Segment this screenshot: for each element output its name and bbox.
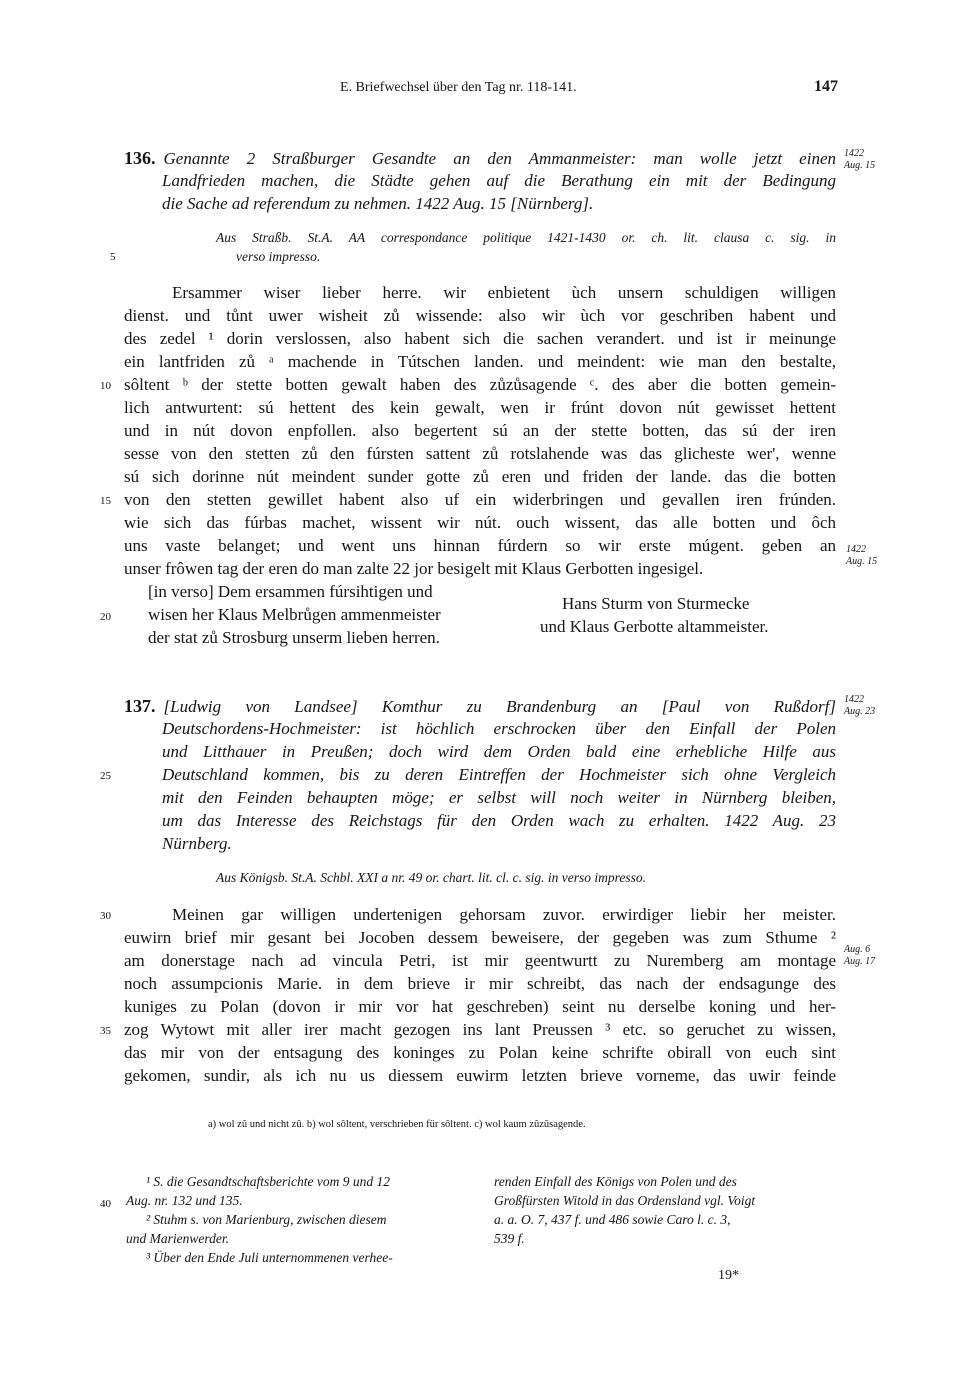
footnote-left-line-1: ¹ S. die Gesandtschaftsberichte vom 9 und 12 [146,1174,391,1189]
doc136-signature-line-1: Hans Sturm von Sturmecke [562,594,750,613]
doc137-body-line-8: gekomen, sundir, als ich nu us diessem euwirm letzten brieve vorneme, das uwir feinde [124,1066,836,1085]
doc137-body-date-margin: Aug. 6 Aug. 17 [844,944,876,967]
doc137-regest-line-3: und Litthauer in Preußen; doch wird dem Orden bald eine erhebliche Hilfe aus [162,742,836,761]
doc136-number: 136. [124,148,156,168]
doc137-body-line-5: kuniges zu Polan (dovon ir mir vor hat geschreben) seint nu derselbe koning und her- [124,997,836,1016]
doc136-body-line-8: sesse von den stetten zů den fúrsten sattent zů rotslahende was das glicheste wer', wenne [124,444,836,463]
doc136-body-date-margin: 1422 Aug. 15 [846,544,878,567]
footnote-left-line-5: ³ Über den Ende Juli unternommenen verhee- [146,1250,393,1265]
line-number: 10 [100,380,111,392]
line-number: 15 [100,495,111,507]
line-number: 40 [100,1198,111,1210]
doc137-regest-line-1: 137. [Ludwig von Landsee] Komthur zu Brandenburg an [Paul von Rußdorf] [124,696,836,716]
page-number: 147 [814,78,838,95]
doc136-regest-line-2: Landfrieden machen, die Städte gehen auf die Berathung ein mit der Bedingung [162,171,836,190]
doc137-body-line-6: zog Wytowt mit aller irer macht gezogen ins lant Preussen ³ etc. so geruchet zu wissen, [124,1020,836,1039]
sheet-signature-mark: 19* [718,1268,739,1283]
footnote-right-line-4: 539 f. [494,1231,525,1246]
doc136-body-line-1: Ersammer wiser lieber herre. wir enbietent ùch unsern schuldigen willigen [172,283,836,302]
doc137-source: Aus Königsb. St.A. Schbl. XXI a nr. 49 or. chart. lit. cl. c. sig. in verso impresso. [216,870,646,885]
doc137-number: 137. [124,696,156,716]
doc136-body-line-4: ein lantfriden zů ᵃ machende in Tútschen landen. und meindent: wie man den bestalte, [124,352,836,371]
doc137-body-line-1: Meinen gar willigen undertenigen gehorsam zuvor. erwirdiger liebir her meister. [172,905,836,924]
line-number: 20 [100,611,111,623]
footnote-right-line-1: renden Einfall des Königs von Polen und des [494,1174,737,1189]
footnote-left-line-3: ² Stuhm s. von Marienburg, zwischen diesem [146,1212,387,1227]
critical-apparatus: a) wol zû und nicht zû. b) wol sôltent, verschrieben für sôltent. c) wol kaum zûzûsagende. [208,1119,586,1130]
footnote-right-line-2: Großfürsten Witold in das Ordensland vgl. Voigt [494,1193,756,1208]
doc137-body-line-2: euwirn brief mir gesant bei Jocoben dessem beweisere, der gegeben was zum Sthume ² [124,928,836,947]
doc137-body-line-7: das mir von der entsagung des koninges zu Polan keine schrifte obirall von euch sint [124,1043,836,1062]
doc137-regest-line-4: Deutschland kommen, bis zu deren Eintreffen der Hochmeister sich ohne Vergleich [162,765,836,784]
doc136-body-line-10: von den stetten gewillet habent also uf ein widerbringen und gevallen iren frúnden. [124,490,836,509]
doc137-body-line-4: noch assumpcionis Marie. in dem brieve ir mir schreibt, das nach der endsagunge des [124,974,836,993]
doc137-regest-line-6: um das Interesse des Reichstags für den Orden wach zu erhalten. 1422 Aug. 23 [162,811,836,830]
doc136-body-line-5: sôltent ᵇ der stette botten gewalt haben des zůzůsagende ᶜ. des aber die botten gemein- [124,375,836,394]
doc136-body-line-9: sú sich dorinne nút meindent sunder gotte zů eren und friden der lande. das die botten [124,467,836,486]
doc137-regest-line-7: Nürnberg. [162,834,232,853]
line-number: 25 [100,770,111,782]
line-number: 30 [100,910,111,922]
doc137-date-margin: 1422 Aug. 23 [844,694,876,717]
doc136-date-margin: 1422 Aug. 15 [844,148,876,171]
line-number: 5 [110,251,116,263]
doc136-source-line-2: verso impresso. [236,249,321,264]
line-number: 35 [100,1025,111,1037]
footnote-right-line-3: a. a. O. 7, 437 f. und 486 sowie Caro l. c. 3, [494,1212,731,1227]
doc136-regest-line-1: 136. Genannte 2 Straßburger Gesandte an den Ammanmeister: man wolle jetzt einen [124,148,836,168]
doc136-body-line-3: des zedel ¹ dorin verslossen, also habent sich die sachen verandert. und ist ir meinunge [124,329,836,348]
running-title: E. Briefwechsel über den Tag nr. 118-141. [340,80,577,95]
doc137-regest-line-5: mit den Feinden behaupten möge; er selbst will noch weiter in Nürnberg bleiben, [162,788,836,807]
doc136-address-line-1: [in verso] Dem ersammen fúrsihtigen und [148,582,433,601]
doc136-signature-line-2: und Klaus Gerbotte altammeister. [540,617,769,636]
doc136-source-line-1: Aus Straßb. St.A. AA correspondance politique 1421-1430 or. ch. lit. clausa c. sig. in [216,230,836,245]
doc136-address-line-3: der stat zů Strosburg unserm lieben herren. [148,628,440,647]
doc136-body-line-7: und in nút dovon enpfollen. also begertent sú an der stette botten, das sú der iren [124,421,836,440]
doc136-body-line-11: wie sich das fúrbas machet, wissent wir nút. ouch wissent, das alle botten und ôch [124,513,836,532]
doc136-address-line-2: wisen her Klaus Melbrůgen ammenmeister [148,605,441,624]
footnote-left-line-2: Aug. nr. 132 und 135. [126,1193,243,1208]
doc136-body-line-6: lich antwurtent: sú hettent des kein gewalt, wen ir frúnt dovon nút gewisset hettent [124,398,836,417]
doc136-body-line-2: dienst. und tůnt uwer wisheit zů wissende: also wir ùch vor geschriben habent und [124,306,836,325]
doc136-body-line-12: uns vaste belanget; und went uns hinnan fúrdern so wir erste múgent. geben an [124,536,836,555]
footnote-left-line-4: und Marienwerder. [126,1231,229,1246]
doc137-body-line-3: am donerstage nach ad vincula Petri, ist mir geentwurtt zu Nuremberg am montage [124,951,836,970]
doc136-body-line-13: unser frôwen tag der eren do man zalte 22 jor besigelt mit Klaus Gerbotten ingesigel. [124,559,704,578]
doc137-regest-line-2: Deutschordens-Hochmeister: ist höchlich erschrocken über den Einfall der Polen [162,719,836,738]
doc136-regest-line-3: die Sache ad referendum zu nehmen. 1422 Aug. 15 [Nürnberg]. [162,194,594,213]
